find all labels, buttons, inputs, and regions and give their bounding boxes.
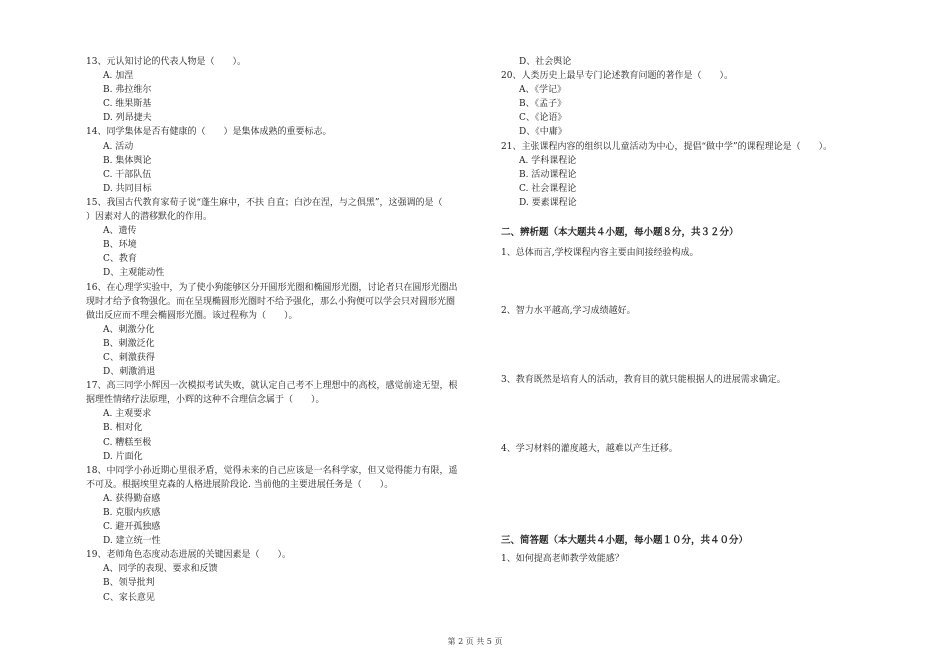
option-a: A. 主观要求 <box>103 409 152 420</box>
option-b: B、刺激泛化 <box>103 338 155 349</box>
option-c: C. 维果斯基 <box>103 99 152 110</box>
question-stem: 18、中同学小孙近期心里很矛盾，觉得未来的自己应该是一名科学家，但又觉得能力有限，遥 <box>86 465 458 476</box>
option-c: C、《论语》 <box>519 113 567 124</box>
option-c: C. 糟糕至极 <box>103 437 152 448</box>
question-15 <box>86 196 484 281</box>
analysis-item-1: 1、总体而言,学校课程内容主要由间接经验构成。 <box>501 248 699 259</box>
question-stem-cont: 据理性情绪疗法原理，小辉的这种不合理信念属于（ ）。 <box>86 395 325 406</box>
left-column <box>86 55 484 605</box>
question-stem: 19、老师角色态度动态进展的关键因素是（ ）。 <box>86 550 291 561</box>
question-13 <box>86 55 484 125</box>
option-b: B、环境 <box>103 240 137 251</box>
option-c: C. 社会课程论 <box>519 183 577 194</box>
answer-space <box>501 456 871 518</box>
option-c: C、教育 <box>103 254 137 265</box>
option-c: C、刺激获得 <box>103 352 155 363</box>
option-b: B. 相对化 <box>103 423 143 434</box>
question-stem: 16、在心理学实验中，为了使小狗能够区分开圆形光圈和椭圆形光圈，讨论者只在圆形光圈出 <box>86 282 458 293</box>
answer-space <box>501 318 871 365</box>
question-20 <box>501 69 871 139</box>
option-b: B. 克服内疚感 <box>103 508 161 518</box>
question-stem-cont: ）因素对人的潜移默化的作用。 <box>86 212 213 223</box>
option-c: C. 避开孤独感 <box>103 522 161 533</box>
option-d: D、主观能动性 <box>103 268 165 279</box>
question-14 <box>86 125 484 195</box>
question-stem: 15、我国古代教育家荀子说“蓬生麻中，不扶 自直；白沙在涅，与之俱黑”，这强调的是（ <box>86 197 443 208</box>
option-a: A、刺激分化 <box>103 324 155 335</box>
option-c: C、家长意见 <box>103 592 155 603</box>
analysis-item-3: 3、教育既然是培育人的活动，教育目的就只能根据人的进展需求确定。 <box>501 375 786 386</box>
option-a: A. 加涅 <box>103 71 134 82</box>
question-21 <box>501 140 871 210</box>
answer-space <box>501 260 871 300</box>
option-a: A. 学科课程论 <box>519 155 577 166</box>
option-d: D. 共同目标 <box>103 183 152 194</box>
section-heading-analysis: 二、辨析题（本大题共４小题，每小题８分，共３２分） <box>501 227 739 239</box>
analysis-item-4: 4、学习材料的灌度越大，越难以产生迁移。 <box>501 444 678 455</box>
section-heading-short-answer: 三、简答题（本大题共４小题，每小题１０分，共４０分） <box>501 535 749 547</box>
option-b: B. 集体舆论 <box>103 155 152 166</box>
question-stem-cont: 不可及。根据埃里克森的人格进展阶段论. 当前他的主要进展任务是（ ）。 <box>86 479 394 490</box>
question-stem: 13、元认知讨论的代表人物是（ ）。 <box>86 57 246 67</box>
option-b: B、领导批判 <box>103 578 155 589</box>
right-column <box>501 55 871 567</box>
question-17 <box>86 379 484 464</box>
question-stem: 21、主张课程内容的组织以儿童活动为中心，提倡“做中学”的课程理论是（ ）。 <box>501 141 833 152</box>
option-d: D、《中庸》 <box>519 127 567 138</box>
option-b: B. 弗拉维尔 <box>103 85 152 96</box>
answer-space <box>501 387 871 434</box>
short-answer-item-1: 1、如何提高老师教学效能感？ <box>501 554 624 565</box>
option-d: D. 建立统一性 <box>103 536 161 547</box>
option-d: D. 列昂捷夫 <box>103 113 152 124</box>
option-d: D、社会舆论 <box>519 57 572 67</box>
page-footer: 第 2 页 共 5 页 <box>447 637 503 646</box>
option-d: D. 片面化 <box>103 451 143 462</box>
question-stem: 20、人类历史上最早专门论述教育问题的著作是（ ）。 <box>501 71 733 82</box>
option-b: B. 活动课程论 <box>519 169 577 180</box>
question-stem-cont: 做出反应而不理会椭圆形光圈。该过程称为（ ）。 <box>86 310 298 321</box>
option-a: A、同学的表现、要求和反馈 <box>103 564 218 575</box>
question-stem: 14、同学集体是否有健康的（ ）是集体成熟的重要标志。 <box>86 127 332 138</box>
option-a: A. 获得勤奋感 <box>103 493 161 504</box>
question-stem: 17、高三同学小辉因一次模拟考试失败，就认定自己考不上理想中的高校，感觉前途无望，根 <box>86 381 458 392</box>
question-19 <box>86 548 484 604</box>
question-stem-cont: 现时才给予食物强化。而在呈现椭圆形光圈时不给予强化，那么小狗便可以学会只对圆形光圈 <box>86 296 456 307</box>
question-18 <box>86 464 484 549</box>
option-d: D、刺激消退 <box>103 367 156 378</box>
option-a: A、《学记》 <box>519 85 566 96</box>
option-c: C. 干部队伍 <box>103 169 152 180</box>
option-b: B、《孟子》 <box>519 99 567 110</box>
option-d: D. 要素课程论 <box>519 197 577 208</box>
option-a: A、遗传 <box>103 226 137 237</box>
analysis-item-2: 2、智力水平越高,学习成绩越好。 <box>501 306 636 317</box>
option-a: A. 活动 <box>103 141 134 152</box>
question-16 <box>86 281 484 380</box>
